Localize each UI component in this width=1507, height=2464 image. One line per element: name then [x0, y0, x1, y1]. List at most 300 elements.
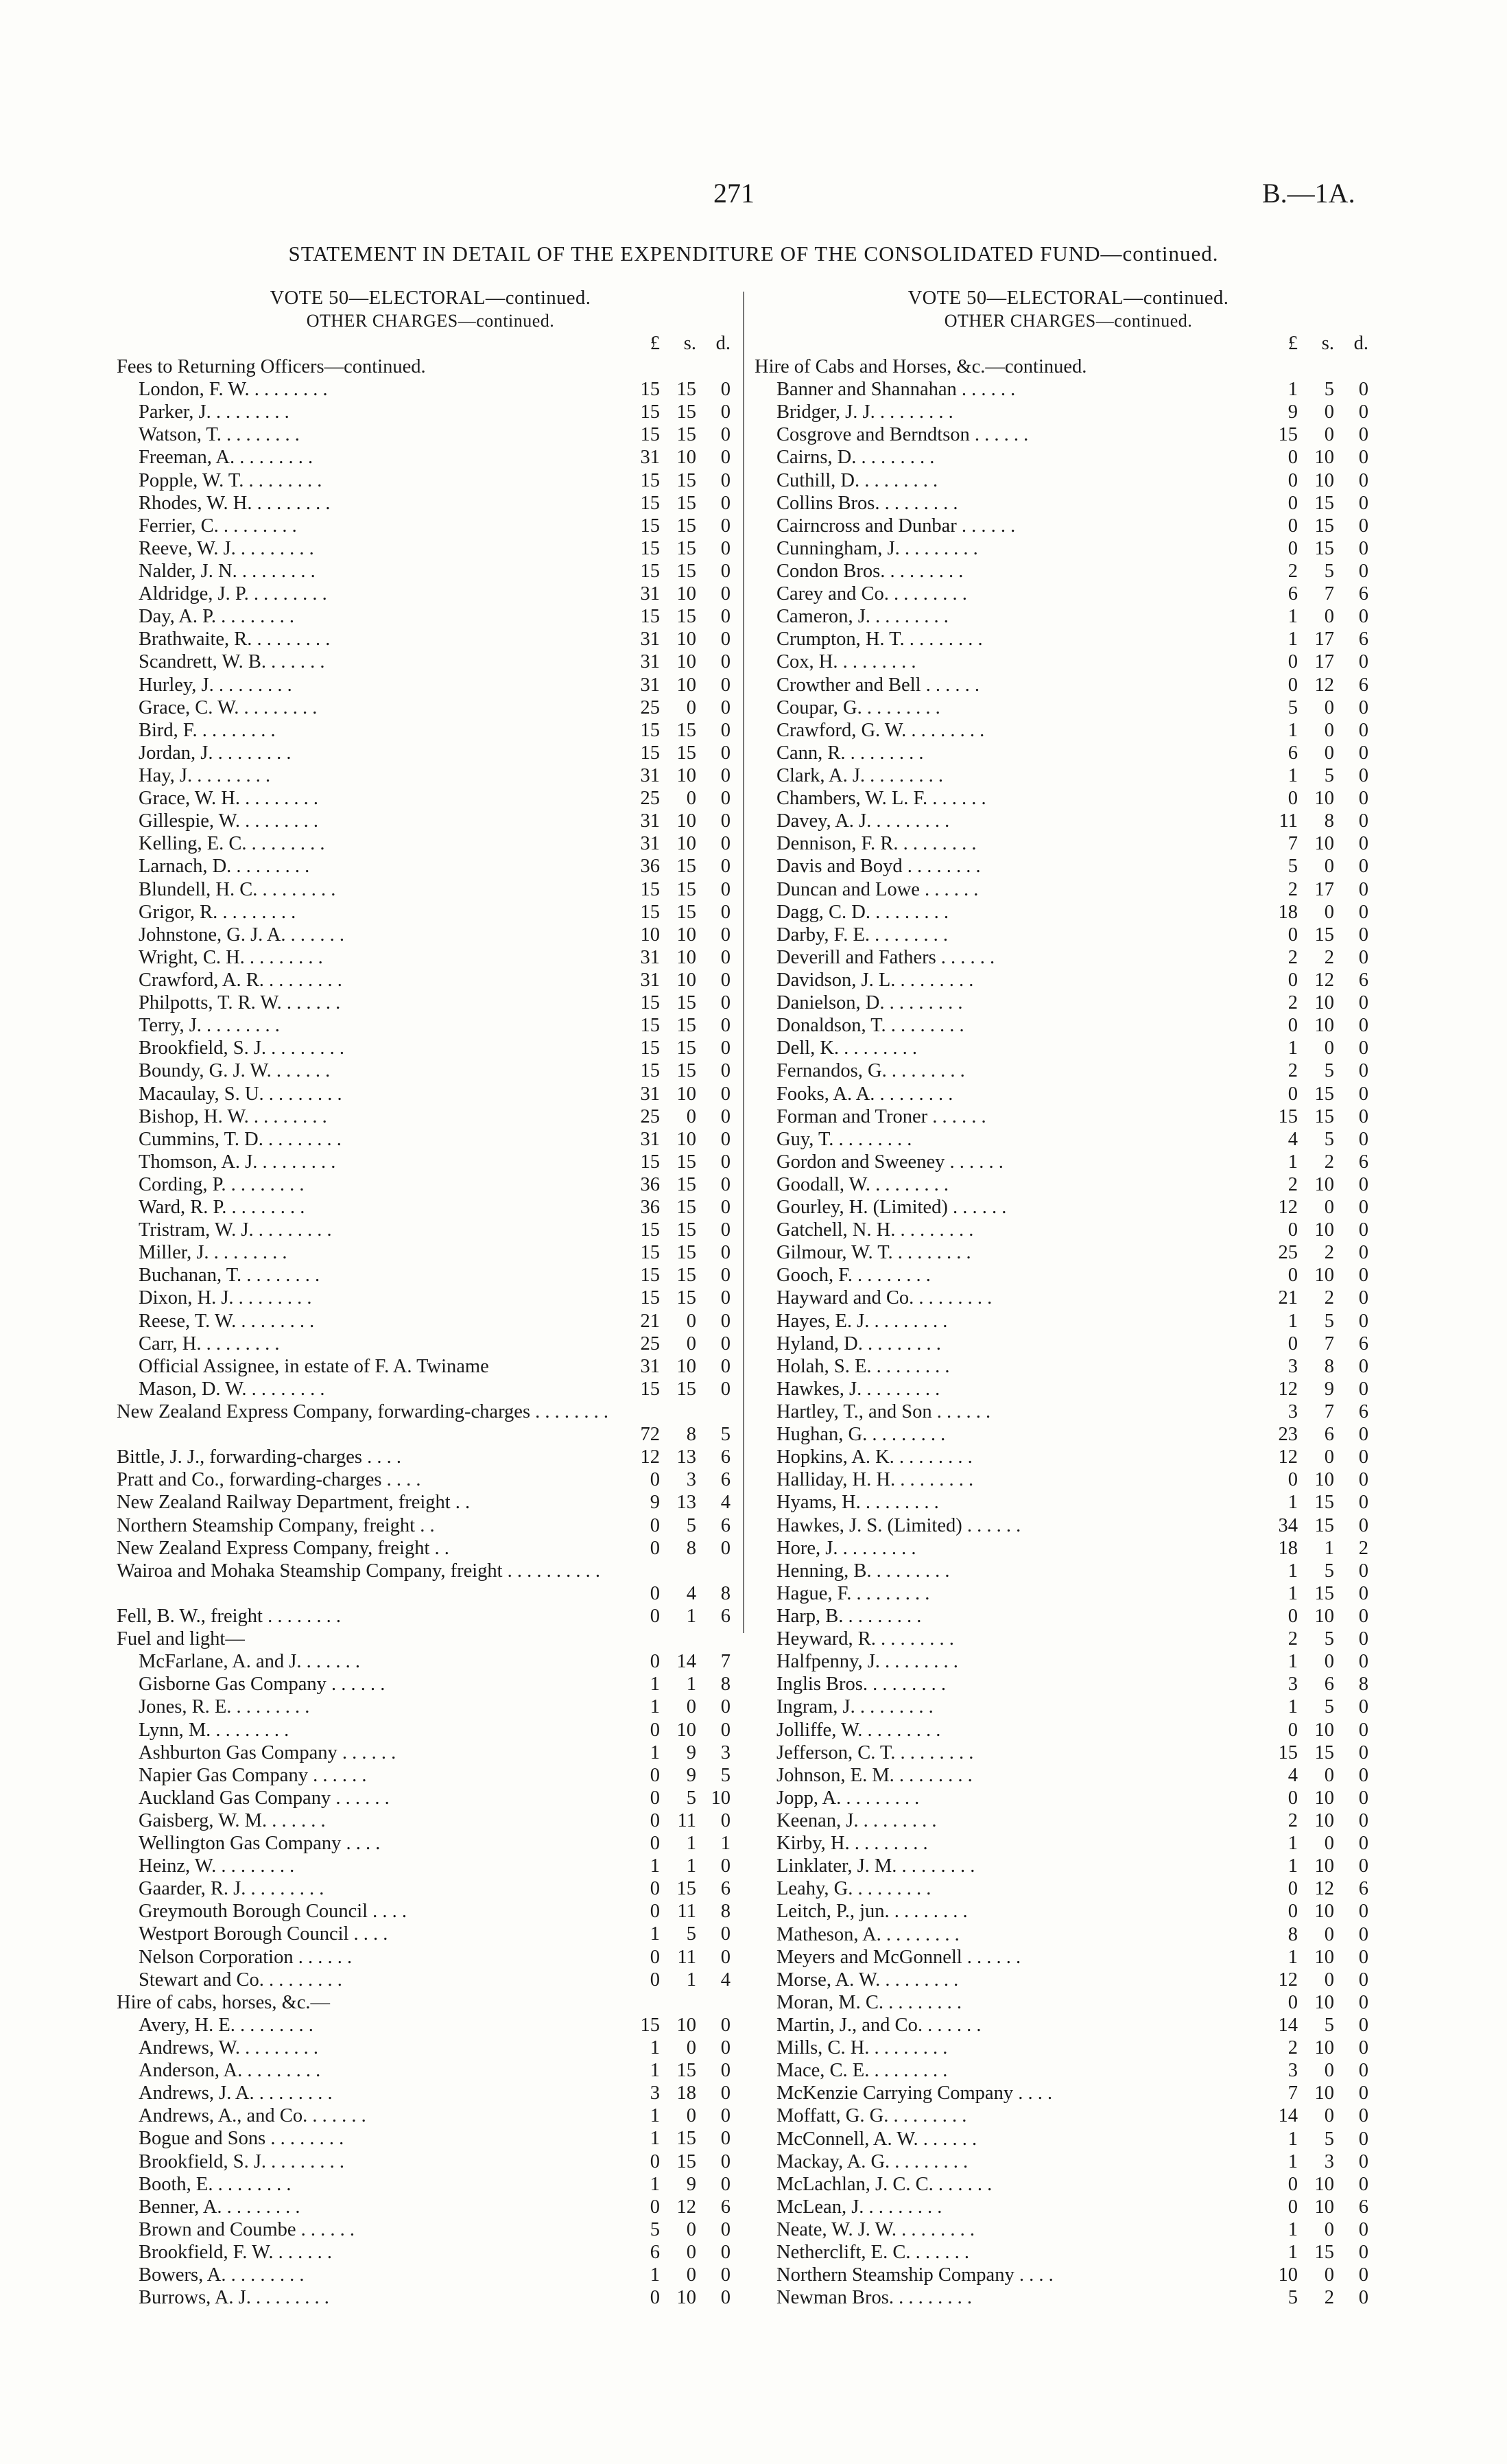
amount-pounds: 8 — [1288, 1923, 1298, 1945]
amount-shillings: 0 — [1324, 901, 1334, 923]
amount-pounds: 31 — [640, 764, 660, 786]
expenditure-row — [117, 878, 744, 901]
amount-shillings: 1 — [686, 1855, 696, 1877]
amount-pence: 8 — [720, 1674, 731, 1696]
amount-pence: 0 — [720, 992, 731, 1014]
entry-label: Coupar, G. . . . . . . . . — [776, 696, 940, 718]
amount-pounds: 31 — [640, 969, 660, 991]
entry-label: Halliday, H. H. . . . . . . . . — [776, 1469, 974, 1491]
amount-pence: 0 — [720, 401, 731, 423]
amount-shillings: 17 — [1314, 878, 1334, 900]
expenditure-row — [117, 1628, 744, 1650]
expenditure-row — [755, 1241, 1382, 1264]
entry-label: Cuthill, D. . . . . . . . . — [776, 469, 938, 491]
amount-shillings: 15 — [676, 1173, 696, 1195]
entry-label: Kirby, H. . . . . . . . . — [776, 1833, 928, 1855]
amount-pounds: 0 — [650, 1651, 660, 1673]
amount-pounds: 7 — [1288, 833, 1298, 855]
expenditure-row — [755, 787, 1382, 810]
entry-label: Fuel and light— — [117, 1628, 245, 1650]
entry-label: McFarlane, A. and J. . . . . . . — [139, 1651, 360, 1673]
amount-pounds: 25 — [1278, 1242, 1298, 1264]
amount-pounds: 15 — [640, 742, 660, 764]
entry-label: Parker, J. . . . . . . . . — [139, 401, 289, 423]
amount-pence: 0 — [1358, 2128, 1368, 2150]
expenditure-row — [755, 1446, 1382, 1468]
entry-label: Chambers, W. L. F. . . . . . . — [776, 788, 986, 810]
entry-label: Avery, H. E. . . . . . . . . — [139, 2014, 313, 2036]
expenditure-row — [755, 1264, 1382, 1287]
amount-pounds: 1 — [650, 2105, 660, 2127]
amount-pounds: 1 — [1288, 2218, 1298, 2240]
amount-shillings: 10 — [676, 2287, 696, 2309]
amount-pounds: 0 — [650, 2196, 660, 2218]
expenditure-row — [117, 1241, 744, 1264]
entry-label: Andrews, W. . . . . . . . . — [139, 2037, 319, 2059]
entry-label: Day, A. P. . . . . . . . . — [139, 606, 294, 628]
expenditure-row — [755, 537, 1382, 560]
expenditure-row — [117, 969, 744, 992]
entry-label: Nalder, J. N. . . . . . . . . — [139, 560, 316, 582]
shillings-header: s. — [1321, 333, 1334, 354]
entry-label: Hayward and Co. . . . . . . . . — [776, 1287, 993, 1309]
amount-pence: 0 — [720, 1946, 731, 1968]
expenditure-row — [755, 1900, 1382, 1923]
amount-pence: 0 — [720, 764, 731, 786]
expenditure-row — [117, 2082, 744, 2104]
expenditure-row — [755, 1014, 1382, 1037]
expenditure-row — [755, 1128, 1382, 1151]
amount-pounds: 34 — [1278, 1514, 1298, 1536]
amount-shillings: 10 — [1314, 1719, 1334, 1741]
amount-pounds: 31 — [640, 447, 660, 469]
amount-shillings: 10 — [676, 833, 696, 855]
expenditure-row — [117, 1696, 744, 1718]
amount-pence: 0 — [1358, 1991, 1368, 2013]
amount-pence: 0 — [1358, 515, 1368, 537]
expenditure-row — [755, 1764, 1382, 1787]
amount-pence: 0 — [1358, 1424, 1368, 1446]
entry-label: Gourley, H. (Limited) . . . . . . — [776, 1197, 1007, 1219]
amount-pence: 5 — [720, 1764, 731, 1786]
entry-label: Brookfield, S. J. . . . . . . . . — [139, 1037, 345, 1059]
expenditure-row — [755, 2173, 1382, 2196]
amount-pence: 0 — [1358, 856, 1368, 878]
expenditure-row — [755, 2104, 1382, 2127]
amount-pounds: 11 — [1279, 810, 1298, 832]
amount-pounds: 1 — [1288, 1946, 1298, 1968]
amount-shillings: 10 — [676, 810, 696, 832]
entry-label: Hawkes, J. S. (Limited) . . . . . . — [776, 1514, 1021, 1536]
expenditure-row — [755, 355, 1382, 378]
amount-pounds: 31 — [640, 1128, 660, 1150]
amount-pounds: 0 — [1288, 1606, 1298, 1628]
amount-shillings: 10 — [676, 583, 696, 605]
entry-label: Rhodes, W. H. . . . . . . . . — [139, 492, 331, 514]
expenditure-row — [117, 1059, 744, 1082]
entry-label: Scandrett, W. B. . . . . . . — [139, 651, 325, 673]
entry-label: Davey, A. J. . . . . . . . . — [776, 810, 950, 832]
amount-pounds: 15 — [640, 424, 660, 446]
entry-label: Northern Steamship Company, freight . . — [117, 1514, 435, 1536]
expenditure-row — [117, 992, 744, 1014]
entry-label: Dagg, C. D. . . . . . . . . — [776, 901, 949, 923]
amount-pence: 0 — [1358, 1219, 1368, 1241]
amount-pence: 0 — [1358, 1128, 1368, 1150]
amount-pounds: 6 — [650, 2242, 660, 2264]
amount-pence: 0 — [720, 606, 731, 628]
amount-pounds: 0 — [650, 2150, 660, 2172]
amount-pounds: 31 — [640, 946, 660, 968]
expenditure-row — [117, 1923, 744, 1945]
expenditure-row — [755, 1582, 1382, 1605]
amount-pence: 6 — [1358, 1151, 1368, 1173]
entry-label: Crawford, G. W. . . . . . . . . — [776, 719, 985, 741]
amount-pounds: 0 — [650, 1605, 660, 1627]
expenditure-row — [117, 1537, 744, 1560]
expenditure-row — [117, 378, 744, 401]
amount-pence: 0 — [1358, 1606, 1368, 1628]
entry-label: Dell, K. . . . . . . . . — [776, 1037, 918, 1059]
expenditure-row — [117, 1855, 744, 1877]
amount-shillings: 10 — [1314, 1787, 1334, 1809]
expenditure-row — [117, 446, 744, 469]
expenditure-row — [755, 901, 1382, 924]
entry-label: Miller, J. . . . . . . . . — [139, 1242, 287, 1264]
amount-pounds: 9 — [650, 1492, 660, 1514]
amount-pounds: 1 — [1288, 719, 1298, 741]
entry-label: Heyward, R. . . . . . . . . — [776, 1628, 954, 1650]
amount-shillings: 0 — [686, 1310, 696, 1332]
expenditure-row — [117, 1787, 744, 1809]
amount-shillings: 0 — [1324, 2105, 1334, 2127]
expenditure-row — [755, 2218, 1382, 2241]
amount-pounds: 1 — [1288, 1560, 1298, 1582]
amount-shillings: 15 — [1314, 1492, 1334, 1514]
left-entries — [117, 355, 744, 2309]
amount-shillings: 10 — [676, 1355, 696, 1377]
amount-pence: 0 — [720, 2150, 731, 2172]
expenditure-row — [117, 650, 744, 673]
amount-shillings: 5 — [686, 1514, 696, 1536]
expenditure-row — [755, 1650, 1382, 1673]
amount-pence: 0 — [720, 696, 731, 718]
amount-pounds: 0 — [1288, 447, 1298, 469]
amount-pence: 0 — [720, 1037, 731, 1059]
expenditure-row — [117, 2127, 744, 2150]
amount-pence: 0 — [1358, 1060, 1368, 1082]
amount-shillings: 0 — [1324, 719, 1334, 741]
amount-shillings: 0 — [1324, 2264, 1334, 2286]
amount-pence: 0 — [1358, 2242, 1368, 2264]
amount-shillings: 10 — [676, 447, 696, 469]
amount-pounds: 31 — [640, 810, 660, 832]
entry-label: Gooch, F. . . . . . . . . — [776, 1265, 931, 1287]
amount-pounds: 1 — [650, 2264, 660, 2286]
amount-pounds: 25 — [640, 788, 660, 810]
expenditure-row — [117, 583, 744, 605]
amount-shillings: 15 — [676, 901, 696, 923]
amount-pence: 0 — [1358, 1787, 1368, 1809]
amount-pounds: 2 — [1288, 1173, 1298, 1195]
amount-pounds: 15 — [640, 1037, 660, 1059]
amount-pounds: 1 — [1288, 1151, 1298, 1173]
amount-shillings: 10 — [1314, 2173, 1334, 2195]
expenditure-row — [755, 674, 1382, 696]
amount-pounds: 31 — [640, 629, 660, 650]
expenditure-row — [117, 1900, 744, 1923]
amount-pounds: 0 — [1288, 1787, 1298, 1809]
expenditure-row — [755, 1537, 1382, 1560]
amount-shillings: 0 — [1324, 1037, 1334, 1059]
amount-pounds: 72 — [640, 1424, 660, 1446]
amount-shillings: 0 — [1324, 742, 1334, 764]
expenditure-row — [117, 628, 744, 650]
amount-pounds: 31 — [640, 1355, 660, 1377]
amount-pounds: 0 — [1288, 515, 1298, 537]
entry-label: Greymouth Borough Council . . . . — [139, 1901, 407, 1923]
amount-pence: 5 — [720, 1424, 731, 1446]
entry-label: Danielson, D. . . . . . . . . — [776, 992, 963, 1014]
expenditure-row — [755, 1333, 1382, 1355]
amount-pounds: 7 — [1288, 2082, 1298, 2104]
amount-pounds: 36 — [640, 1197, 660, 1219]
entry-label: Bridger, J. J. . . . . . . . . — [776, 401, 953, 423]
vote-heading: VOTE 50—ELECTORAL—continued. — [270, 288, 591, 309]
expenditure-row — [755, 1969, 1382, 1991]
entry-label: Carr, H. . . . . . . . . — [139, 1333, 280, 1354]
amount-pounds: 0 — [650, 1787, 660, 1809]
amount-pence: 6 — [720, 1514, 731, 1536]
amount-pounds: 2 — [1288, 1810, 1298, 1831]
amount-shillings: 0 — [1324, 1833, 1334, 1855]
amount-pounds: 5 — [1288, 696, 1298, 718]
amount-pence: 0 — [1358, 2082, 1368, 2104]
expenditure-row — [755, 469, 1382, 492]
left-column — [117, 287, 744, 2309]
amount-shillings: 15 — [1314, 1083, 1334, 1105]
expenditure-row — [755, 1219, 1382, 1241]
expenditure-row — [755, 2286, 1382, 2309]
amount-pounds: 1 — [1288, 1833, 1298, 1855]
amount-pence: 0 — [1358, 2060, 1368, 2082]
amount-pence: 0 — [1358, 379, 1368, 401]
entry-label: Grace, C. W. . . . . . . . . — [139, 696, 318, 718]
entry-label: Jolliffe, W. . . . . . . . . — [776, 1719, 941, 1741]
amount-pence: 0 — [720, 1197, 731, 1219]
expenditure-row — [755, 2014, 1382, 2037]
amount-shillings: 15 — [1314, 492, 1334, 514]
amount-pence: 0 — [1358, 1355, 1368, 1377]
expenditure-row — [117, 832, 744, 855]
amount-shillings: 15 — [676, 2060, 696, 2082]
expenditure-row — [755, 1151, 1382, 1173]
amount-pounds: 0 — [1288, 1719, 1298, 1741]
entry-label: Andrews, J. A. . . . . . . . . — [139, 2082, 333, 2104]
amount-pence: 0 — [720, 1060, 731, 1082]
amount-shillings: 10 — [1314, 1606, 1334, 1628]
pounds-header: £ — [650, 333, 660, 354]
entry-label: Guy, T. . . . . . . . . — [776, 1128, 912, 1150]
amount-shillings: 10 — [676, 764, 696, 786]
amount-pounds: 12 — [1278, 1378, 1298, 1400]
entry-label: Nelson Corporation . . . . . . — [139, 1946, 353, 1968]
amount-shillings: 10 — [1314, 1946, 1334, 1968]
entry-label: Bishop, H. W. . . . . . . . . — [139, 1105, 327, 1127]
section-subtitle: OTHER CHARGES—continued. — [306, 311, 555, 331]
amount-pounds: 1 — [650, 1855, 660, 1877]
amount-pounds: 18 — [1278, 901, 1298, 923]
amount-pounds: 0 — [1288, 651, 1298, 673]
amount-pounds: 0 — [650, 1901, 660, 1923]
amount-pounds: 1 — [650, 2128, 660, 2150]
expenditure-row — [755, 1832, 1382, 1855]
amount-pounds: 0 — [650, 1469, 660, 1491]
amount-shillings: 15 — [676, 2128, 696, 2150]
amount-shillings: 15 — [1314, 1105, 1334, 1127]
entry-label: Freeman, A. . . . . . . . . — [139, 447, 313, 469]
amount-shillings: 0 — [686, 788, 696, 810]
amount-pence: 0 — [720, 1173, 731, 1195]
amount-shillings: 7 — [1324, 1333, 1334, 1354]
amount-pounds: 12 — [1278, 1446, 1298, 1468]
entry-label: Dennison, F. R. . . . . . . . . — [776, 833, 977, 855]
amount-shillings: 5 — [1324, 1060, 1334, 1082]
expenditure-row — [117, 1946, 744, 1969]
amount-shillings: 5 — [1324, 1560, 1334, 1582]
amount-pence: 0 — [1358, 1015, 1368, 1037]
amount-shillings: 15 — [676, 515, 696, 537]
entry-label: Mason, D. W. . . . . . . . . — [139, 1378, 325, 1400]
entry-label: Northern Steamship Company . . . . — [776, 2264, 1054, 2286]
amount-pounds: 1 — [650, 1674, 660, 1696]
amount-shillings: 17 — [1314, 651, 1334, 673]
amount-shillings: 2 — [1324, 946, 1334, 968]
entry-label: Napier Gas Company . . . . . . — [139, 1764, 367, 1786]
amount-pounds: 0 — [650, 1969, 660, 1991]
amount-pence: 0 — [720, 515, 731, 537]
expenditure-row — [755, 1877, 1382, 1900]
entry-label: Netherclift, E. C. . . . . . . — [776, 2242, 969, 2264]
amount-shillings: 10 — [1314, 1015, 1334, 1037]
amount-pounds: 0 — [650, 1537, 660, 1559]
expenditure-row — [755, 1287, 1382, 1309]
entry-label: Wright, C. H. . . . . . . . . — [139, 946, 323, 968]
expenditure-row — [755, 1855, 1382, 1877]
entry-label: Moran, M. C. . . . . . . . . — [776, 1991, 962, 2013]
amount-pounds: 36 — [640, 856, 660, 878]
amount-shillings: 10 — [676, 2014, 696, 2036]
expenditure-row — [755, 1491, 1382, 1514]
amount-pence: 0 — [1358, 719, 1368, 741]
amount-shillings: 8 — [686, 1424, 696, 1446]
expenditure-row — [117, 924, 744, 946]
entry-label: Grigor, R. . . . . . . . . — [139, 901, 296, 923]
expenditure-row — [117, 1037, 744, 1059]
amount-pence: 0 — [1358, 1719, 1368, 1741]
expenditure-row — [755, 1719, 1382, 1741]
amount-pence: 0 — [720, 810, 731, 832]
amount-pounds: 15 — [640, 537, 660, 559]
amount-pence: 0 — [720, 2173, 731, 2195]
amount-shillings: 0 — [686, 2264, 696, 2286]
expenditure-row — [755, 378, 1382, 401]
expenditure-row — [117, 2037, 744, 2059]
entry-label: Carey and Co. . . . . . . . . — [776, 583, 967, 605]
amount-shillings: 3 — [1324, 2150, 1334, 2172]
amount-pence: 0 — [720, 1015, 731, 1037]
expenditure-row — [117, 855, 744, 878]
entry-label: Brathwaite, R. . . . . . . . . — [139, 629, 331, 650]
amount-pounds: 0 — [1288, 674, 1298, 696]
entry-label: Hopkins, A. K. . . . . . . . . — [776, 1446, 973, 1468]
expenditure-row — [755, 764, 1382, 787]
entry-label: Gilmour, W. T. . . . . . . . . — [776, 1242, 971, 1264]
expenditure-row — [117, 1264, 744, 1287]
amount-pounds: 0 — [650, 1946, 660, 1968]
amount-pounds: 15 — [640, 515, 660, 537]
entry-label: Cording, P. . . . . . . . . — [139, 1173, 305, 1195]
expenditure-row — [755, 2150, 1382, 2173]
amount-shillings: 5 — [686, 1787, 696, 1809]
amount-pence: 6 — [1358, 1401, 1368, 1423]
entry-label: Gordon and Sweeney . . . . . . — [776, 1151, 1004, 1173]
amount-pence: 0 — [1358, 469, 1368, 491]
amount-pence: 6 — [1358, 1333, 1368, 1354]
entry-label: Mackay, A. G. . . . . . . . . — [776, 2150, 969, 2172]
entry-label: Macaulay, S. U. . . . . . . . . — [139, 1083, 342, 1105]
expenditure-row — [117, 810, 744, 832]
amount-shillings: 15 — [676, 424, 696, 446]
expenditure-row — [117, 2286, 744, 2309]
entry-label: Hayes, E. J. . . . . . . . . — [776, 1310, 948, 1332]
entry-label: Crumpton, H. T. . . . . . . . . — [776, 629, 983, 650]
entry-label: Aldridge, J. P. . . . . . . . . — [139, 583, 327, 605]
amount-pounds: 0 — [1288, 2173, 1298, 2195]
amount-pounds: 2 — [1288, 1628, 1298, 1650]
amount-pounds: 2 — [1288, 878, 1298, 900]
entry-label: Reese, T. W. . . . . . . . . — [139, 1310, 315, 1332]
pence-header: d. — [715, 333, 731, 354]
amount-shillings: 10 — [676, 1128, 696, 1150]
entry-label: Boundy, G. J. W. . . . . . . — [139, 1060, 331, 1082]
amount-shillings: 13 — [676, 1492, 696, 1514]
expenditure-row — [117, 1809, 744, 1832]
amount-shillings: 0 — [1324, 424, 1334, 446]
amount-pence: 0 — [720, 1378, 731, 1400]
expenditure-row — [117, 2264, 744, 2286]
entry-label: Cox, H. . . . . . . . . — [776, 651, 916, 673]
amount-shillings: 10 — [676, 674, 696, 696]
expenditure-row — [755, 1355, 1382, 1378]
amount-pounds: 0 — [1288, 537, 1298, 559]
amount-shillings: 2 — [1324, 2287, 1334, 2309]
entry-label: Fooks, A. A. . . . . . . . . — [776, 1083, 953, 1105]
amount-pounds: 1 — [1288, 1037, 1298, 1059]
amount-shillings: 10 — [676, 629, 696, 650]
currency-header — [755, 332, 1382, 355]
section-subtitle: OTHER CHARGES—continued. — [944, 311, 1193, 331]
amount-pence: 0 — [1358, 742, 1368, 764]
expenditure-row — [755, 1310, 1382, 1333]
entry-label: Ashburton Gas Company . . . . . . — [139, 1741, 396, 1763]
amount-shillings: 0 — [1324, 1446, 1334, 1468]
amount-shillings: 10 — [1314, 469, 1334, 491]
amount-pence: 0 — [1358, 1105, 1368, 1127]
amount-pence: 0 — [720, 1105, 731, 1127]
amount-pounds: 1 — [1288, 1310, 1298, 1332]
amount-pounds: 15 — [640, 492, 660, 514]
